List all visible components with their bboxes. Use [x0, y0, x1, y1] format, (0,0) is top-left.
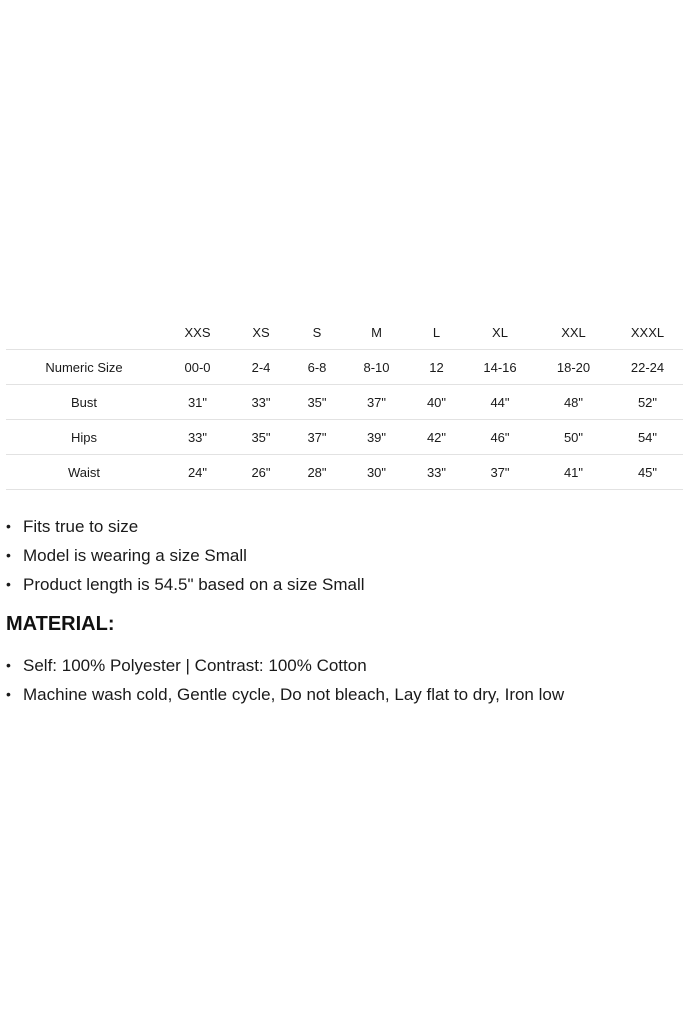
table-cell: 50": [535, 420, 612, 455]
table-row-waist: [6, 455, 683, 490]
product-notes: [6, 512, 676, 709]
row-label: Hips: [6, 420, 162, 455]
material-heading: MATERIAL:: [6, 613, 115, 635]
table-cell: 54": [612, 420, 683, 455]
header-cell-xxxl: XXXL: [612, 316, 683, 350]
size-header-row: [6, 316, 683, 350]
header-cell-xxl: XXL: [535, 316, 612, 350]
header-cell-empty: [6, 316, 162, 350]
table-row-numeric-size: [6, 350, 683, 385]
row-label: Bust: [6, 385, 162, 420]
table-cell: 48": [535, 385, 612, 420]
table-cell: 31": [162, 385, 233, 420]
table-cell: 46": [465, 420, 535, 455]
list-item: • Machine wash cold, Gentle cycle, Do not bleach, Lay flat to dry, Iron low: [6, 680, 676, 709]
table-cell: 24": [162, 455, 233, 490]
table-cell: 33": [233, 385, 289, 420]
table-cell: 33": [408, 455, 465, 490]
list-item: • Self: 100% Polyester | Contrast: 100% Cotton: [6, 651, 676, 680]
row-label: Waist: [6, 455, 162, 490]
table-cell: 35": [233, 420, 289, 455]
header-cell-m: M: [345, 316, 408, 350]
table-cell: 41": [535, 455, 612, 490]
table-cell: 8-10: [345, 350, 408, 385]
header-cell-xl: XL: [465, 316, 535, 350]
table-cell: 37": [289, 420, 345, 455]
row-label: Numeric Size: [6, 350, 162, 385]
table-cell: 00-0: [162, 350, 233, 385]
table-cell: 40": [408, 385, 465, 420]
header-cell-xs: XS: [233, 316, 289, 350]
table-cell: 33": [162, 420, 233, 455]
size-chart-table: [6, 316, 683, 490]
list-item: • Product length is 54.5" based on a size Small: [6, 570, 676, 599]
table-cell: 14-16: [465, 350, 535, 385]
table-cell: 39": [345, 420, 408, 455]
table-cell: 45": [612, 455, 683, 490]
table-cell: 30": [345, 455, 408, 490]
table-row-hips: [6, 420, 683, 455]
table-cell: 37": [465, 455, 535, 490]
list-item: • Fits true to size: [6, 512, 676, 541]
table-cell: 2-4: [233, 350, 289, 385]
material-list: [6, 651, 676, 709]
table-cell: 44": [465, 385, 535, 420]
table-cell: 52": [612, 385, 683, 420]
table-cell: 42": [408, 420, 465, 455]
table-cell: 6-8: [289, 350, 345, 385]
table-cell: 12: [408, 350, 465, 385]
table-cell: 22-24: [612, 350, 683, 385]
list-item: • Model is wearing a size Small: [6, 541, 676, 570]
header-cell-l: L: [408, 316, 465, 350]
table-cell: 26": [233, 455, 289, 490]
header-cell-s: S: [289, 316, 345, 350]
table-row-bust: [6, 385, 683, 420]
table-cell: 28": [289, 455, 345, 490]
table-cell: 37": [345, 385, 408, 420]
table-cell: 35": [289, 385, 345, 420]
fit-notes-list: [6, 512, 676, 599]
header-cell-xxs: XXS: [162, 316, 233, 350]
table-cell: 18-20: [535, 350, 612, 385]
